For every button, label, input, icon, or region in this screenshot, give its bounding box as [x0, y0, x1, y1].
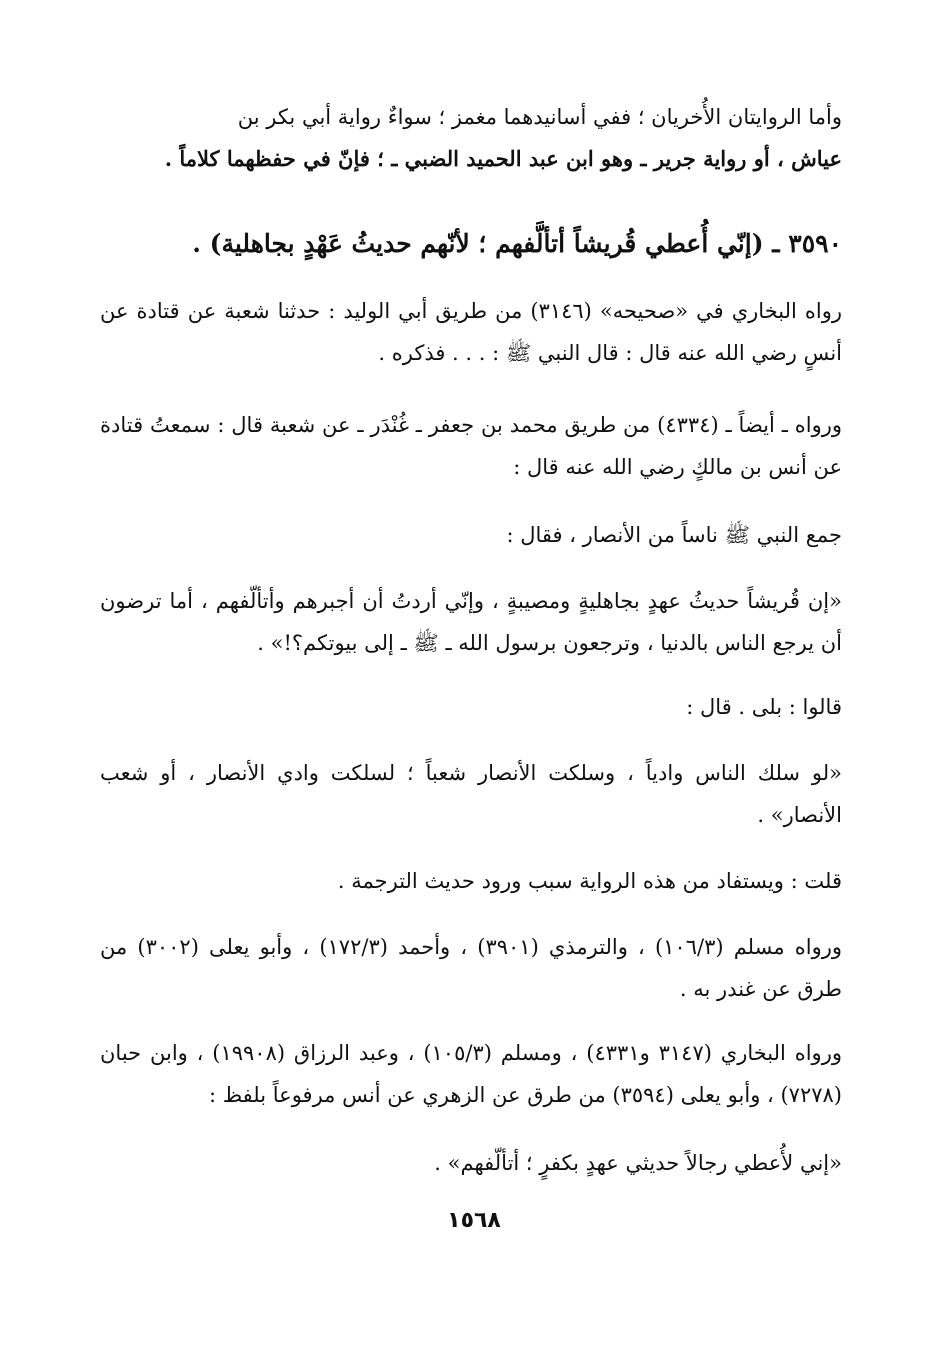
- page-number: ١٥٦٨: [447, 1208, 501, 1233]
- paragraph-narration-ghundar: ورواه ـ أيضاً ـ (٤٣٣٤) من طريق محمد بن جعفر ـ غُنْدَر ـ عن شعبة قال : سمعتُ قتادة عن أنس بن مالكٍ رضي الله عنه قال :: [100, 413, 842, 479]
- paragraph-narration-bukhari: رواه البخاري في «صحيحه» (٣١٤٦) من طريق أبي الوليد : حدثنا شعبة عن قتادة عن أنسٍ رضي الله عنه قال : قال النبي ﷺ : . . . فذكره .: [100, 299, 842, 365]
- paragraph-quote-valley: «لو سلك الناس وادياً ، وسلكت الأنصار شعباً ؛ لسلكت وادي الأنصار ، أو شعب الأنصار» .: [100, 761, 842, 827]
- hadith-title: ٣٥٩٠ ـ (إنّي أُعطي قُريشاً أتألَّفهم ؛ لأنّهم حديثُ عَهْدٍ بجاهلية) .: [192, 229, 842, 258]
- intro-line-1: وأما الروايتان الأُخريان ؛ ففي أسانيدهما مغمز ؛ سواءٌ رواية أبي بكر بن: [237, 105, 842, 129]
- paragraph-muslim-references: ورواه مسلم (١٠٦/٣) ، والترمذي (٣٩٠١) ، وأحمد (١٧٢/٣) ، وأبو يعلى (٣٠٠٢) من طرق عن غندر به .: [100, 935, 843, 1001]
- paragraph-gathering: جمع النبي ﷺ ناساً من الأنصار ، فقال :: [506, 523, 842, 547]
- intro-paragraph: [100, 96, 842, 180]
- paragraph-quote-quraysh: «إن قُريشاً حديثُ عهدٍ بجاهليةٍ ومصيبةٍ ، وإنّي أردتُ أن أجبرهم وأتألّفهم ، أما ترضون أن يرجع الناس بالدنيا ، وترجعون برسول الله ـ ﷺ ـ إلى بيوتكم؟!» .: [100, 589, 842, 655]
- intro-line-2: عياش ، أو رواية جرير ـ وهو ابن عبد الحميد الضبي ـ ؛ فإنّ في حفظهما كلاماً .: [164, 146, 842, 171]
- paragraph-zuhri-references: ورواه البخاري (٣١٤٧ و٤٣٣١) ، ومسلم (١٠٥/٣) ، وعبد الرزاق (١٩٩٠٨) ، وابن حبان (٧٢٧٨) ، وأبو يعلى (٣٥٩٤) من طرق عن الزهري عن أنس مرفوعاً بلفظ :: [100, 1041, 842, 1107]
- paragraph-comment: قلت : ويستفاد من هذه الرواية سبب ورود حديث الترجمة .: [337, 869, 842, 893]
- paragraph-they-said: قالوا : بلى . قال :: [686, 695, 842, 719]
- paragraph-final-quote: «إني لأُعطي رجالاً حديثي عهدٍ بكفرٍ ؛ أتألّفهم» .: [434, 1151, 842, 1175]
